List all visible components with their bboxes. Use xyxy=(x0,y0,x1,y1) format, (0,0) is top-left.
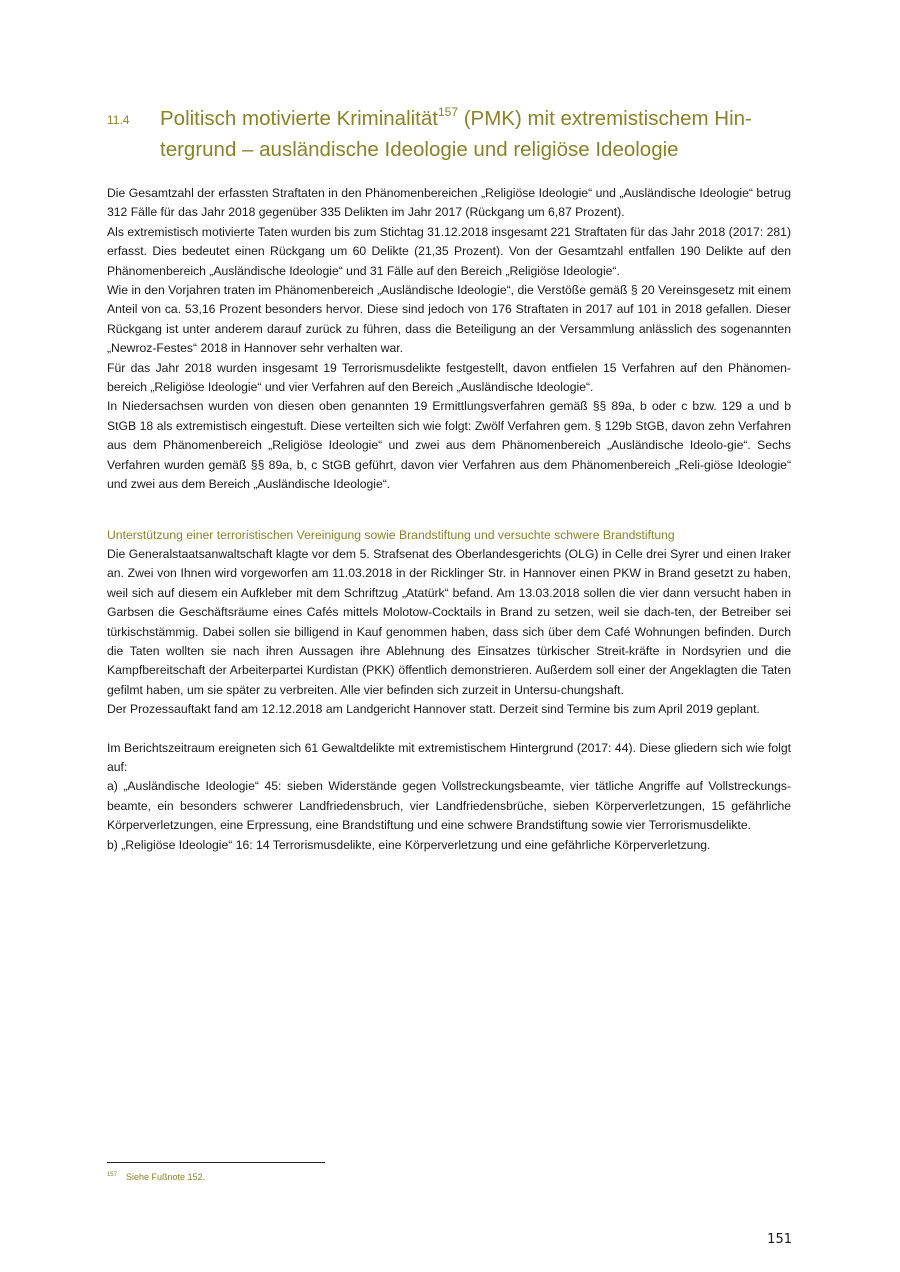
section-title-line2: tergrund – ausländische Ideologie und religiöse Ideologie xyxy=(160,138,679,161)
footnote xyxy=(107,1172,205,1182)
paragraph: Der Prozessauftakt fand am 12.12.2018 am Landgericht Hannover statt. Derzeit sind Termine bis zum April 2019 geplant. xyxy=(107,702,760,717)
paragraph: b) „Religiöse Ideologie“ 16: 14 Terrorismusdelikte, eine Körperverletzung und eine gefährliche Körperverletzung. xyxy=(107,837,711,852)
section-title xyxy=(160,103,797,165)
paragraph: Für das Jahr 2018 wurden insgesamt 19 Terrorismusdelikte festgestellt, davon entfielen 15 Verfahren auf den Phänomen-bereich „Religiöse Ideologie“ und vier Verfahren auf den Bereich „Ausländische Ideologie“. xyxy=(107,360,791,395)
section-number: 11.4 xyxy=(107,113,130,127)
footnote-number: 157 xyxy=(107,1172,118,1178)
paragraph: Die Generalstaatsanwaltschaft klagte vor dem 5. Strafsenat des Oberlandesgerichts (OLG) in Celle drei Syrer und einen Iraker an. Zwei von Ihnen wird vorgeworfen am 11.03.2018 in der Ricklinger Str. in Hannover einen PKW in Brand gesetzt zu haben, weil sich auf diesem ein Aufkleber mit dem Schriftzug „Atatürk“ befand. Am 13.03.2018 sollen die vier dann versucht haben in Garbsen die Geschäftsräume eines Cafés mittels Molotow-Cocktails in Brand zu setzen, weil sie dach-ten, der Betreiber sei türkischstämmig. Dabei sollen sie billigend in Kauf genommen haben, dass sich über dem Café Wohnungen befinden. Durch die Taten wollten sie nach ihren Aussagen ihre Ablehnung des Einsatzes türkischer Streit-kräfte in Nordsyrien und die Kampfbereitschaft der Arbeiterpartei Kurdistan (PKK) öffentlich demonstrieren. Außerdem soll einer der Angeklagten die Taten gefilmt haben, um sie später zu verbreiten. Alle vier befinden sich zurzeit in Untersu-chungshaft. xyxy=(107,546,791,697)
spacer xyxy=(107,720,791,739)
section-heading xyxy=(107,103,797,165)
paragraph: Wie in den Vorjahren traten im Phänomenbereich „Ausländische Ideologie“, die Verstöße gemäß § 20 Vereinsgesetz mit einem Anteil von ca. 53,16 Prozent besonders hervor. Diese sind jedoch von 176 Straftaten in 2017 auf 101 in 2018 gefallen. Dieser Rückgang ist unter anderem darauf zurück zu führen, dass die Beteiligung an der Versammlung anlässlich des sogenannten „Newroz-Festes“ 2018 in Hannover sehr verhalten war. xyxy=(107,283,791,356)
page-number: 151 xyxy=(767,1232,792,1247)
section-title-part1: Politisch motivierte Kriminalität xyxy=(160,107,438,130)
section-title-part2: (PMK) mit extremistischem Hin- xyxy=(458,107,752,130)
footnote-text: Siehe Fußnote 152. xyxy=(126,1172,206,1182)
body-text xyxy=(107,184,791,855)
paragraph: a) „Ausländische Ideologie“ 45: sieben Widerstände gegen Vollstreckungsbeamte, vier tätliche Angriffe auf Vollstreckungs-beamte, ein besonders schwerer Landfriedensbruch, vier Landfriedensbrüche, sieben Körperverletzungen, 15 gefährliche Körperverletzungen, eine Erpressung, eine Brandstiftung und eine schwere Brandstiftung sowie vier Terrorismusdelikte. xyxy=(107,779,791,833)
spacer xyxy=(107,514,791,526)
paragraph: Als extremistisch motivierte Taten wurden bis zum Stichtag 31.12.2018 insgesamt 221 Straftaten für das Jahr 2018 (2017: 281) erfasst. Dies bedeutet einen Rückgang um 60 Delikte (21,35 Prozent). Von der Gesamtzahl entfallen 190 Delikte auf den Phänomenbereich „Ausländische Ideologie“ und 31 Fälle auf den Bereich „Religiöse Ideologie“. xyxy=(107,224,791,278)
paragraph: Die Gesamtzahl der erfassten Straftaten in den Phänomenbereichen „Religiöse Ideologie“ und „Ausländische Ideologie“ betrug 312 Fälle für das Jahr 2018 gegenüber 335 Delikten im Jahr 2017 (Rückgang um 6,87 Prozent). xyxy=(107,186,791,220)
paragraph: Im Berichtszeitraum ereigneten sich 61 Gewaltdelikte mit extremistischem Hintergrund (2017: 44). Diese gliedern sich wie folgt auf: xyxy=(107,740,791,774)
footnote-separator xyxy=(107,1162,325,1163)
spacer xyxy=(107,495,791,514)
footnote-reference[interactable]: 157 xyxy=(437,105,459,119)
subheading: Unterstützung einer terroristischen Vereinigung sowie Brandstiftung und versuchte schwere Brandstiftung xyxy=(107,527,675,542)
paragraph: In Niedersachsen wurden von diesen oben genannten 19 Ermittlungsverfahren gemäß §§ 89a, b oder c bzw. 129 a und b StGB 18 als extremistisch eingestuft. Diese verteilten sich wie folgt: Zwölf Verfahren gem. § 129b StGB, davon zehn Verfahren aus dem Phänomenbereich „Religiöse Ideologie“ und zwei aus dem Phänomenbereich „Ausländische Ideolo-gie“. Sechs Verfahren wurden gemäß §§ 89a, b, c StGB geführt, davon vier Verfahren aus dem Phänomenbereich „Reli-giöse Ideologie“ und zwei aus dem Bereich „Ausländische Ideologie“. xyxy=(107,399,791,492)
